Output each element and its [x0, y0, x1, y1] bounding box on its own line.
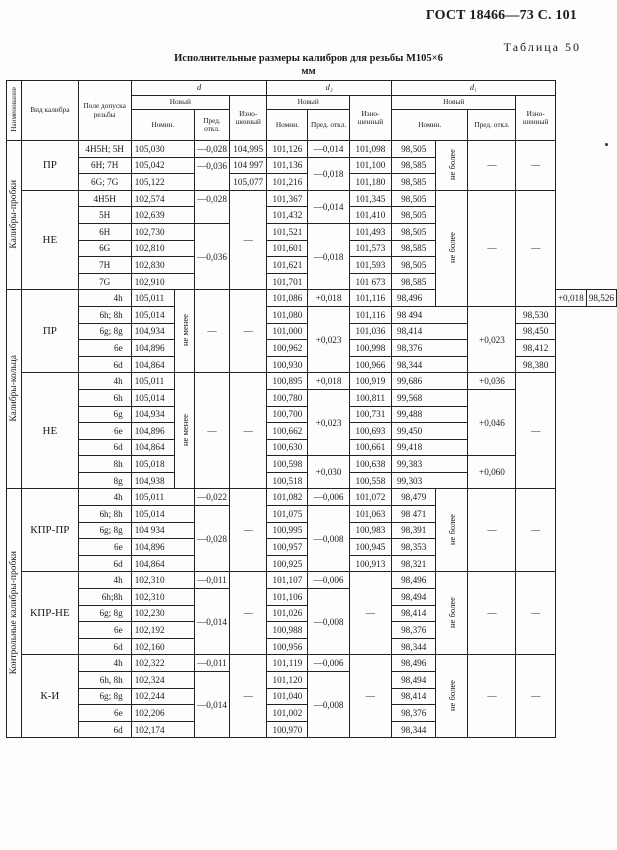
d1-nomin-cell: 99,488 — [391, 406, 468, 423]
d-nomin-cell: 105,122 — [131, 174, 194, 191]
d-header: d — [131, 81, 267, 96]
d2-iznosh-cell: 101,410 — [349, 207, 391, 224]
d1-nomin-cell: 98,505 — [391, 141, 435, 158]
d1-pred-header: Пред. откл. — [468, 110, 516, 141]
d-pred-cell: — — [195, 290, 230, 373]
d1-nomin-cell: 98,496 — [391, 290, 468, 307]
d-iznosh-header: Изно- шенный — [229, 96, 267, 141]
d1-pred-cell: — — [468, 572, 516, 655]
d2-nomin-cell: 101,126 — [267, 141, 308, 158]
d1-note-text: не более — [446, 231, 457, 263]
pole-cell: 6e — [78, 705, 131, 722]
d-pred-header: Пред. откл. — [195, 110, 230, 141]
d-nomin-cell: 104,864 — [131, 555, 194, 572]
d-pred-cell: —0,014 — [195, 589, 230, 655]
d1-iznosh-cell: — — [516, 489, 555, 572]
d2-nomin-cell: 100,962 — [267, 340, 308, 357]
d2-nomin-cell: 100,598 — [267, 456, 308, 473]
d2-nomin-cell: 101,136 — [267, 157, 308, 174]
d-nomin-cell: 105,018 — [131, 456, 175, 473]
d2-pred-header: Пред. откл. — [308, 110, 350, 141]
d-nomin-cell: 104,864 — [131, 356, 175, 373]
d-nomin-cell: 102,730 — [131, 223, 194, 240]
d1-nomin-cell: 98,391 — [391, 522, 435, 539]
pole-cell: 6d — [78, 638, 131, 655]
pole-cell: 4H5H — [78, 190, 131, 207]
d2-nomin-cell: 100,895 — [267, 373, 308, 390]
pole-cell: 6H; 7H — [78, 157, 131, 174]
d-note-cell — [175, 373, 195, 489]
d2-nomin-cell: 100,780 — [267, 389, 308, 406]
d2-nomin-cell: 101,040 — [267, 688, 308, 705]
header-row — [7, 81, 617, 96]
d2-nomin-cell: 101,002 — [267, 705, 308, 722]
d1-nomin-cell: 98,494 — [391, 589, 435, 606]
table-row — [7, 306, 617, 323]
pole-cell: 4h — [78, 572, 131, 589]
d1-note-text: не более — [446, 596, 457, 628]
pole-cell: 6h; 8h — [78, 306, 131, 323]
d1-nomin-cell: 99,303 — [391, 472, 468, 489]
d1-nomin-cell: 98,344 — [391, 721, 435, 738]
d2-iznosh-cell: 100,638 — [349, 456, 391, 473]
d-nomin-cell: 104,896 — [131, 340, 175, 357]
table-row — [7, 655, 617, 672]
pole-cell: 4h — [78, 489, 131, 506]
d-pred-cell: —0,011 — [195, 655, 230, 672]
d-pred-cell: —0,014 — [195, 672, 230, 738]
d-iznosh-cell: 104,995 — [229, 141, 267, 158]
d-note-text: не менее — [179, 314, 190, 347]
d-note-text: не менее — [179, 413, 190, 446]
d2-iznosh-cell: — — [349, 572, 391, 655]
gauge-dimensions-table — [6, 80, 617, 738]
d2-iznosh-cell: 100,693 — [349, 423, 391, 440]
d2-iznosh-cell: 101,072 — [349, 489, 391, 506]
pole-cell: 6g; 8g — [78, 323, 131, 340]
d1-nomin-cell: 98 471 — [391, 506, 435, 523]
d-nomin-cell: 102,574 — [131, 190, 194, 207]
pole-cell: 7H — [78, 257, 131, 274]
d1-nomin-cell: 98,479 — [391, 489, 435, 506]
d2-nomin-cell: 100,988 — [267, 622, 308, 639]
gauge-kind: ПР — [22, 141, 79, 191]
d-nomin-cell: 105,014 — [131, 389, 175, 406]
d2-noviy-header: Новый — [267, 96, 349, 110]
d1-pred-cell: +0,023 — [468, 306, 516, 372]
d2-iznosh-cell: 101,098 — [349, 141, 391, 158]
vid-header: Вид калибра — [22, 81, 79, 141]
d1-nomin-cell: 98,585 — [391, 273, 435, 290]
d2-pred-cell: —0,006 — [308, 572, 350, 589]
d-nomin-cell: 105,011 — [131, 489, 194, 506]
pole-cell: 6h, 8h — [78, 672, 131, 689]
d2-nomin-cell: 100,700 — [267, 406, 308, 423]
d1-nomin-cell: 98,505 — [391, 207, 435, 224]
d-nomin-cell: 102,310 — [131, 589, 194, 606]
d1-pred-cell: +0,036 — [468, 373, 516, 390]
d2-iznosh-cell: 100,731 — [349, 406, 391, 423]
d1-iznosh-cell: — — [516, 572, 555, 655]
d1-iznosh-cell: 98,450 — [516, 323, 555, 340]
pole-cell: 4H5H; 5H — [78, 141, 131, 158]
d-noviy-header: Новый — [131, 96, 229, 110]
d2-pred-cell: —0,008 — [308, 672, 350, 738]
d1-nomin-cell: 98,414 — [391, 605, 435, 622]
d-pred-cell: —0,028 — [195, 506, 230, 572]
section-name-text: Калибры-пробки — [9, 179, 19, 249]
d-iznosh-cell: 105,077 — [229, 174, 267, 191]
section-name-text: Калибры-кольца — [9, 355, 19, 422]
d2-iznosh-cell: 101,593 — [349, 257, 391, 274]
d1-iznosh-cell: 98,530 — [516, 306, 555, 323]
pole-header: Поле допуска резьбы — [78, 81, 131, 141]
d-nomin-cell: 102,206 — [131, 705, 194, 722]
d1-nomin-cell: 98,585 — [391, 240, 435, 257]
d2-pred-cell: +0,023 — [308, 389, 350, 455]
d2-nomin-cell: 101,601 — [267, 240, 308, 257]
d-iznosh-cell: — — [229, 190, 267, 290]
d1-nomin-cell: 98,414 — [391, 688, 435, 705]
d2-iznosh-cell: 100,998 — [349, 340, 391, 357]
d-nomin-cell: 102,160 — [131, 638, 194, 655]
d-iznosh-cell: 104 997 — [229, 157, 267, 174]
d2-iznosh-cell: 100,919 — [349, 373, 391, 390]
d1-nomin-cell: 98,321 — [391, 555, 435, 572]
d1-nomin-cell: 99,686 — [391, 373, 468, 390]
d-nomin-cell: 102,639 — [131, 207, 194, 224]
section-name — [7, 141, 22, 290]
table-row — [7, 373, 617, 390]
section-name — [7, 489, 22, 738]
d2-iznosh-cell: 101,345 — [349, 190, 391, 207]
d-nomin-cell: 104,896 — [131, 539, 194, 556]
d2-iznosh-cell: 101 673 — [349, 273, 391, 290]
table-title — [0, 52, 617, 78]
d1-header: d₁ — [391, 81, 555, 96]
pole-cell: 6H — [78, 223, 131, 240]
pole-cell: 6g; 8g — [78, 522, 131, 539]
d2-iznosh-cell: 101,063 — [349, 506, 391, 523]
d2-iznosh-cell: 100,558 — [349, 472, 391, 489]
d2-pred-cell: +0,030 — [308, 456, 350, 489]
d2-nomin-header: Номин. — [267, 110, 308, 141]
d1-nomin-cell: 98,585 — [391, 157, 435, 174]
d-nomin-cell: 102,174 — [131, 721, 194, 738]
d2-pred-cell: +0,018 — [308, 290, 350, 307]
gauge-kind: ПР — [22, 290, 79, 373]
d-nomin-cell: 105,042 — [131, 157, 194, 174]
table-row — [7, 141, 617, 158]
naim-header-text: Наименование — [10, 87, 18, 132]
d1-nomin-cell: 98,494 — [391, 672, 435, 689]
d-pred-cell: — — [195, 373, 230, 489]
d2-pred-cell: —0,006 — [308, 489, 350, 506]
table-number: Таблица 50 — [503, 40, 581, 54]
d2-pred-cell: +0,023 — [308, 306, 350, 372]
pole-cell: 7G — [78, 273, 131, 290]
d1-iznosh-cell: — — [516, 655, 555, 738]
d2-nomin-cell: 101,080 — [267, 306, 308, 323]
d-pred-cell: —0,036 — [195, 157, 230, 190]
section-name-text: Контрольные калибры-пробки — [9, 550, 19, 675]
pole-cell: 6d — [78, 356, 131, 373]
d2-nomin-cell: 101,621 — [267, 257, 308, 274]
pole-cell: 6d — [78, 439, 131, 456]
d-nomin-cell: 102,310 — [131, 572, 194, 589]
d2-nomin-cell: 101,367 — [267, 190, 308, 207]
d2-nomin-cell: 100,970 — [267, 721, 308, 738]
section-name — [7, 290, 22, 489]
d2-iznosh-cell: 101,116 — [349, 290, 391, 307]
gauge-kind: НЕ — [22, 373, 79, 489]
table-title-line: Исполнительные размеры калибров для резьбы М105×6 — [174, 53, 443, 64]
d1-pred-cell: — — [468, 489, 516, 572]
d1-note-text: не более — [446, 679, 457, 711]
d2-iznosh-cell: 100,811 — [349, 389, 391, 406]
d-nomin-cell: 102,324 — [131, 672, 194, 689]
naim-header — [7, 81, 22, 141]
d1-nomin-cell: 98,505 — [391, 190, 435, 207]
d2-nomin-cell: 101,075 — [267, 506, 308, 523]
d1-nomin-cell: 99,450 — [391, 423, 468, 440]
d1-note-cell — [436, 141, 468, 191]
d2-nomin-cell: 100,956 — [267, 638, 308, 655]
table-row — [7, 190, 617, 207]
d-pred-cell: —0,028 — [195, 190, 230, 223]
gauge-kind: К-И — [22, 655, 79, 738]
d1-note-cell — [436, 489, 468, 572]
pole-cell: 6g; 8g — [78, 605, 131, 622]
d1-pred-cell: +0,060 — [468, 456, 516, 489]
d1-nomin-cell: 98,344 — [391, 356, 468, 373]
d1-iznosh-cell: — — [516, 141, 555, 191]
pole-cell: 4h — [78, 290, 131, 307]
d-iznosh-cell: — — [229, 290, 267, 373]
d2-nomin-cell: 100,930 — [267, 356, 308, 373]
gauge-kind: КПР-НЕ — [22, 572, 79, 655]
pole-cell: 6e — [78, 340, 131, 357]
pole-cell: 6h;8h — [78, 589, 131, 606]
d2-header: d₂ — [267, 81, 391, 96]
d-pred-cell: —0,022 — [195, 489, 230, 506]
d2-iznosh-cell: 101,036 — [349, 323, 391, 340]
d1-nomin-cell: 98,585 — [391, 174, 435, 191]
d-nomin-cell: 102,244 — [131, 688, 194, 705]
pole-cell: 6G; 7G — [78, 174, 131, 191]
d1-nomin-cell: 99,418 — [391, 439, 468, 456]
d2-pred-cell: —0,018 — [308, 157, 350, 190]
d-pred-cell: —0,036 — [195, 223, 230, 289]
d-nomin-cell: 104 934 — [131, 522, 194, 539]
d1-nomin-cell: 98,414 — [391, 323, 468, 340]
d1-iznosh-cell: — — [516, 190, 555, 306]
d2-nomin-cell: 101,701 — [267, 273, 308, 290]
d2-iznosh-cell: 101,573 — [349, 240, 391, 257]
d1-nomin-header: Номин. — [391, 110, 468, 141]
d2-nomin-cell: 101,082 — [267, 489, 308, 506]
pole-cell: 8h — [78, 456, 131, 473]
d1-nomin-cell: 98,353 — [391, 539, 435, 556]
d-nomin-cell: 102,910 — [131, 273, 194, 290]
d2-iznosh-cell: 100,913 — [349, 555, 391, 572]
d2-iznosh-cell: 100,945 — [349, 539, 391, 556]
d2-pred-cell: —0,014 — [308, 190, 350, 223]
d-iznosh-cell: — — [229, 489, 267, 572]
d2-nomin-cell: 101,000 — [267, 323, 308, 340]
d-nomin-cell: 104,934 — [131, 406, 175, 423]
d2-nomin-cell: 100,925 — [267, 555, 308, 572]
d-nomin-cell: 104,934 — [131, 323, 175, 340]
d1-iznosh-header: Изно- шенный — [516, 96, 555, 141]
d1-nomin-cell: 98,376 — [391, 705, 435, 722]
d-nomin-cell: 102,192 — [131, 622, 194, 639]
d1-nomin-cell: 98,496 — [391, 572, 435, 589]
d2-iznosh-cell: 100,661 — [349, 439, 391, 456]
pole-cell: 5H — [78, 207, 131, 224]
d2-nomin-cell: 101,107 — [267, 572, 308, 589]
d2-pred-cell: +0,018 — [308, 373, 350, 390]
d2-pred-cell: —0,014 — [308, 141, 350, 158]
d-nomin-cell: 104,864 — [131, 439, 175, 456]
pole-cell: 6e — [78, 539, 131, 556]
d-iznosh-cell: — — [229, 572, 267, 655]
d-nomin-cell: 104,896 — [131, 423, 175, 440]
d-iznosh-cell: — — [229, 655, 267, 738]
d2-pred-cell: —0,008 — [308, 589, 350, 655]
d-nomin-cell: 102,322 — [131, 655, 194, 672]
d2-nomin-cell: 100,995 — [267, 522, 308, 539]
d2-iznosh-cell: 101,100 — [349, 157, 391, 174]
d2-iznosh-cell: 101,493 — [349, 223, 391, 240]
d2-pred-cell: —0,006 — [308, 655, 350, 672]
d1-note-cell — [436, 572, 468, 655]
d1-nomin-cell: 99,568 — [391, 389, 468, 406]
d2-nomin-cell: 100,662 — [267, 423, 308, 440]
d1-pred-cell: — — [468, 141, 516, 191]
d1-nomin-cell: 98,505 — [391, 223, 435, 240]
d2-nomin-cell: 101,106 — [267, 589, 308, 606]
pole-cell: 6h — [78, 389, 131, 406]
d-nomin-cell: 104,938 — [131, 472, 175, 489]
table-row — [7, 572, 617, 589]
d-iznosh-cell: — — [229, 373, 267, 489]
d2-nomin-cell: 101,432 — [267, 207, 308, 224]
d1-iznosh-cell: 98,380 — [516, 356, 555, 373]
d2-nomin-cell: 101,120 — [267, 672, 308, 689]
d1-nomin-cell: 98,376 — [391, 622, 435, 639]
d-nomin-cell: 105,011 — [131, 290, 175, 307]
d2-nomin-cell: 101,119 — [267, 655, 308, 672]
d2-pred-cell: —0,018 — [308, 223, 350, 289]
d2-iznosh-cell: 100,966 — [349, 356, 391, 373]
pole-cell: 8g — [78, 472, 131, 489]
document-reference: ГОСТ 18466—73 С. 101 — [425, 8, 577, 23]
pole-cell: 6e — [78, 622, 131, 639]
d1-pred-cell: +0,018 — [555, 290, 586, 307]
d2-nomin-cell: 101,521 — [267, 223, 308, 240]
d-nomin-cell: 105,014 — [131, 506, 194, 523]
d2-iznosh-header: Изно- шенный — [349, 96, 391, 141]
d-note-cell — [175, 290, 195, 373]
d1-nomin-cell: 99,383 — [391, 456, 468, 473]
d2-iznosh-cell: 101,180 — [349, 174, 391, 191]
d-nomin-cell: 105,011 — [131, 373, 175, 390]
pole-cell: 6G — [78, 240, 131, 257]
pole-cell: 6d — [78, 555, 131, 572]
table-row — [7, 489, 617, 506]
d1-nomin-cell: 98,505 — [391, 257, 435, 274]
d2-pred-cell: —0,008 — [308, 506, 350, 572]
d2-iznosh-cell: — — [349, 655, 391, 738]
d1-iznosh-cell: 98,526 — [586, 290, 616, 307]
d1-pred-cell: — — [468, 655, 516, 738]
d1-nomin-cell: 98,376 — [391, 340, 468, 357]
pole-cell: 6d — [78, 721, 131, 738]
pole-cell: 6h; 8h — [78, 506, 131, 523]
d1-pred-cell: +0,046 — [468, 389, 516, 455]
pole-cell: 6g — [78, 406, 131, 423]
d1-note-text: не более — [446, 513, 457, 545]
pole-cell: 4h — [78, 655, 131, 672]
d1-note-cell — [436, 655, 468, 738]
d-nomin-cell: 102,230 — [131, 605, 194, 622]
d-nomin-header: Номин. — [131, 110, 194, 141]
pole-cell: 4h — [78, 373, 131, 390]
d1-pred-cell: — — [468, 190, 516, 306]
d-nomin-cell: 105,014 — [131, 306, 175, 323]
d1-noviy-header: Новый — [391, 96, 515, 110]
d1-nomin-cell: 98 494 — [391, 306, 468, 323]
d2-nomin-cell: 100,518 — [267, 472, 308, 489]
d2-nomin-cell: 101,026 — [267, 605, 308, 622]
d1-iznosh-cell: 98,412 — [516, 340, 555, 357]
gauge-kind: КПР-ПР — [22, 489, 79, 572]
table-title-units: мм — [301, 66, 316, 77]
d2-nomin-cell: 100,957 — [267, 539, 308, 556]
d-pred-cell: —0,028 — [195, 141, 230, 158]
d2-iznosh-cell: 101,116 — [349, 306, 391, 323]
d1-nomin-cell: 98,344 — [391, 638, 435, 655]
d-nomin-cell: 105,030 — [131, 141, 194, 158]
d2-nomin-cell: 101,086 — [267, 290, 308, 307]
pole-cell: 6g; 8g — [78, 688, 131, 705]
d1-note-text: не более — [446, 148, 457, 180]
d-nomin-cell: 102,810 — [131, 240, 194, 257]
gauge-kind: НЕ — [22, 190, 79, 290]
pole-cell: 6e — [78, 423, 131, 440]
d2-iznosh-cell: 100,983 — [349, 522, 391, 539]
d-nomin-cell: 102,830 — [131, 257, 194, 274]
d-pred-cell: —0,011 — [195, 572, 230, 589]
d2-nomin-cell: 101,216 — [267, 174, 308, 191]
d2-nomin-cell: 100,630 — [267, 439, 308, 456]
d1-iznosh-cell: — — [516, 373, 555, 489]
d1-nomin-cell: 98,496 — [391, 655, 435, 672]
